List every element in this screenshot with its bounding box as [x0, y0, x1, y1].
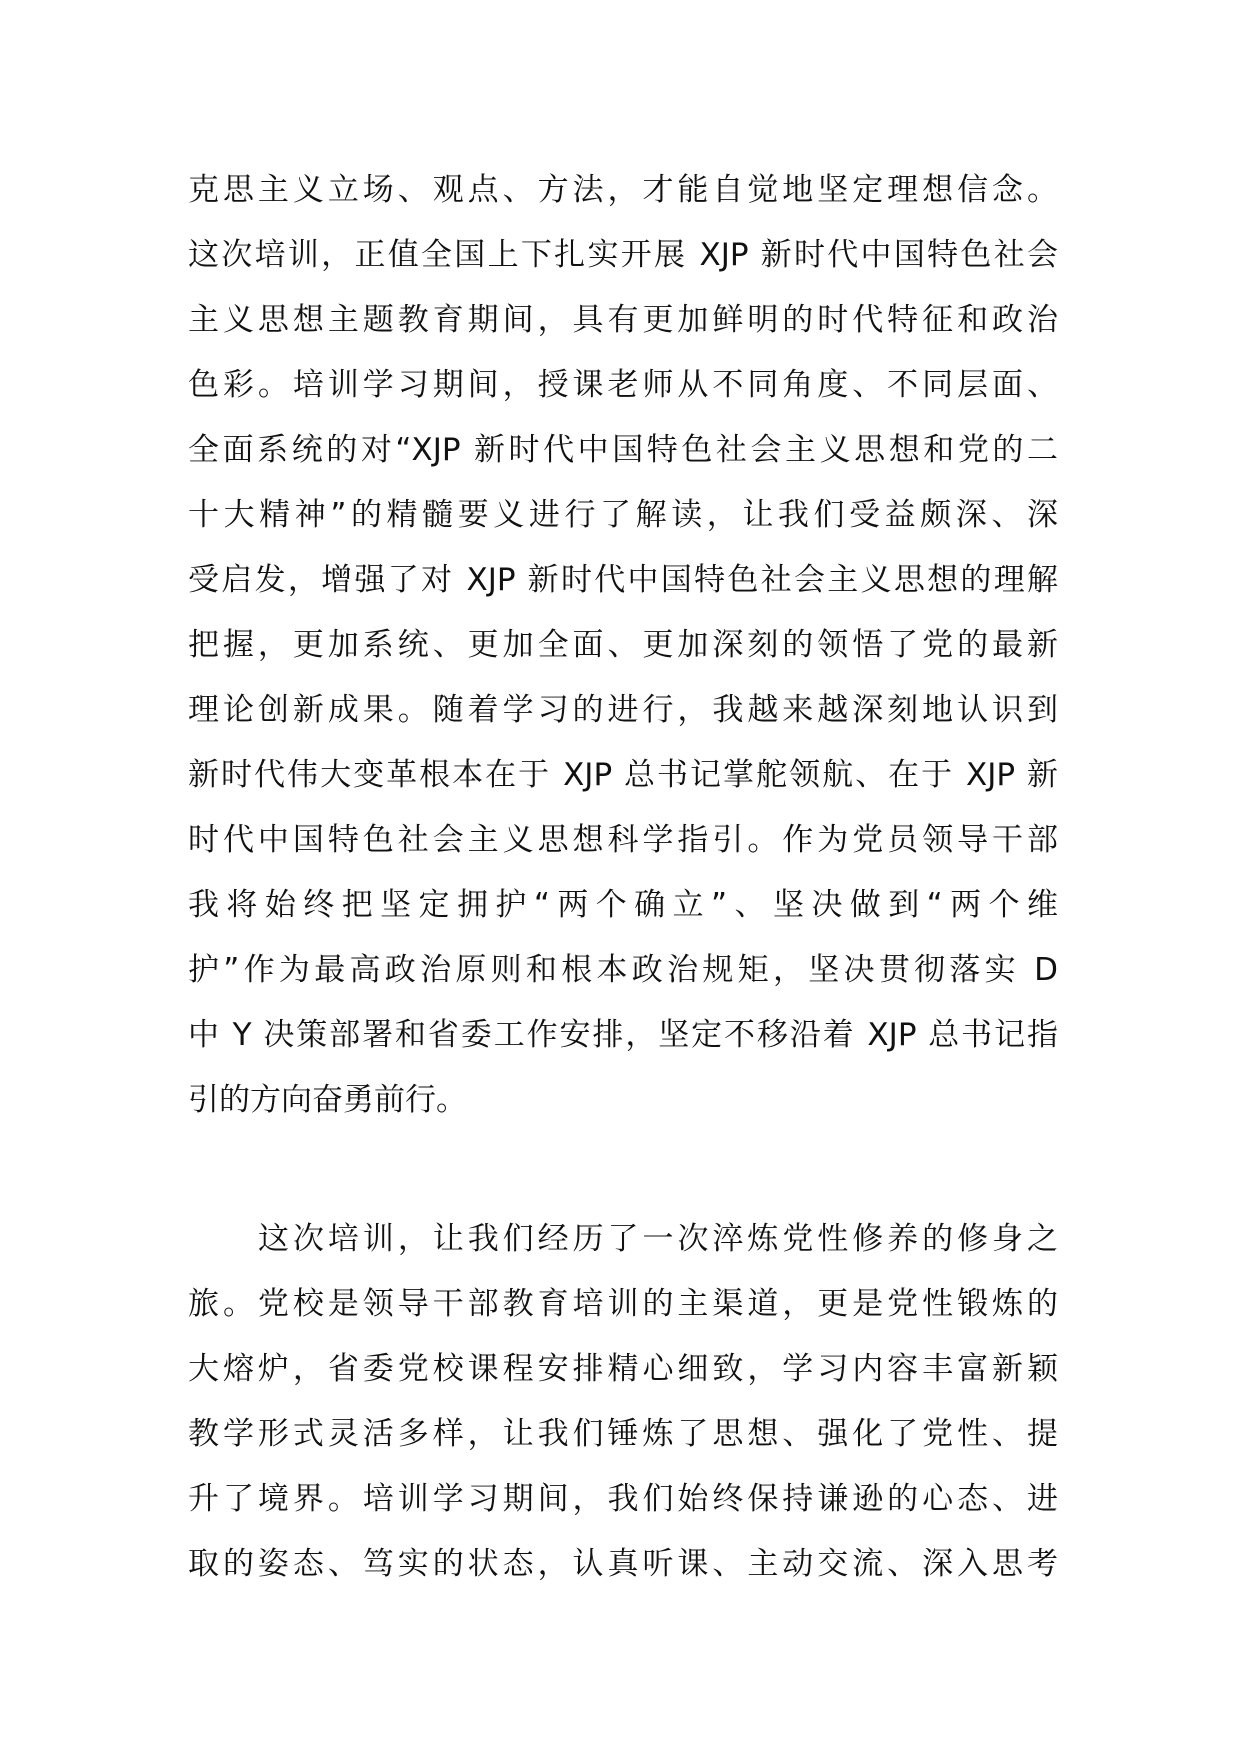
paragraph-line: 把握，更加系统、更加全面、更加深刻的领悟了党的最新 [188, 627, 1058, 663]
paragraph-line: 受启发，增强了对 XJP 新时代中国特色社会主义思想的理解 [188, 562, 1058, 598]
paragraph-line: 护”作为最高政治原则和根本政治规矩，坚决贯彻落实 D [188, 952, 1058, 988]
paragraph-line: 升了境界。培训学习期间，我们始终保持谦逊的心态、进 [188, 1481, 1058, 1517]
paragraph-line: 时代中国特色社会主义思想科学指引。作为党员领导干部 [188, 822, 1058, 858]
paragraph-line: 旅。党校是领导干部教育培训的主渠道，更是党性锻炼的 [188, 1286, 1058, 1322]
paragraph-line: 引的方向奋勇前行。 [188, 1082, 467, 1118]
paragraph-line: 色彩。培训学习期间，授课老师从不同角度、不同层面、 [188, 367, 1058, 403]
paragraph-line: 中 Y 决策部署和省委工作安排，坚定不移沿着 XJP 总书记指 [188, 1017, 1058, 1053]
paragraph-line: 主义思想主题教育期间，具有更加鲜明的时代特征和政治 [188, 302, 1058, 338]
body-paragraph [188, 1207, 1058, 1597]
paragraph-line: 这次培训，让我们经历了一次淬炼党性修养的修身之 [258, 1221, 1058, 1257]
paragraph-line: 全面系统的对“XJP 新时代中国特色社会主义思想和党的二 [188, 432, 1058, 468]
paragraph-line: 新时代伟大变革根本在于 XJP 总书记掌舵领航、在于 XJP 新 [188, 757, 1058, 793]
paragraph-line: 十大精神”的精髓要义进行了解读，让我们受益颇深、深 [188, 497, 1058, 533]
paragraph-line: 取的姿态、笃实的状态，认真听课、主动交流、深入思考 [188, 1546, 1058, 1582]
paragraph-line: 教学形式灵活多样，让我们锤炼了思想、强化了党性、提 [188, 1416, 1058, 1452]
paragraph-line: 我将始终把坚定拥护“两个确立”、坚决做到“两个维 [188, 887, 1058, 923]
paragraph-line: 理论创新成果。随着学习的进行，我越来越深刻地认识到 [188, 692, 1058, 728]
paragraph-line: 大熔炉，省委党校课程安排精心细致，学习内容丰富新颖 [188, 1351, 1058, 1387]
paragraph-line: 这次培训，正值全国上下扎实开展 XJP 新时代中国特色社会 [188, 237, 1058, 273]
body-paragraph [188, 158, 1058, 1133]
paragraph-line: 克思主义立场、观点、方法，才能自觉地坚定理想信念。 [188, 172, 1058, 208]
